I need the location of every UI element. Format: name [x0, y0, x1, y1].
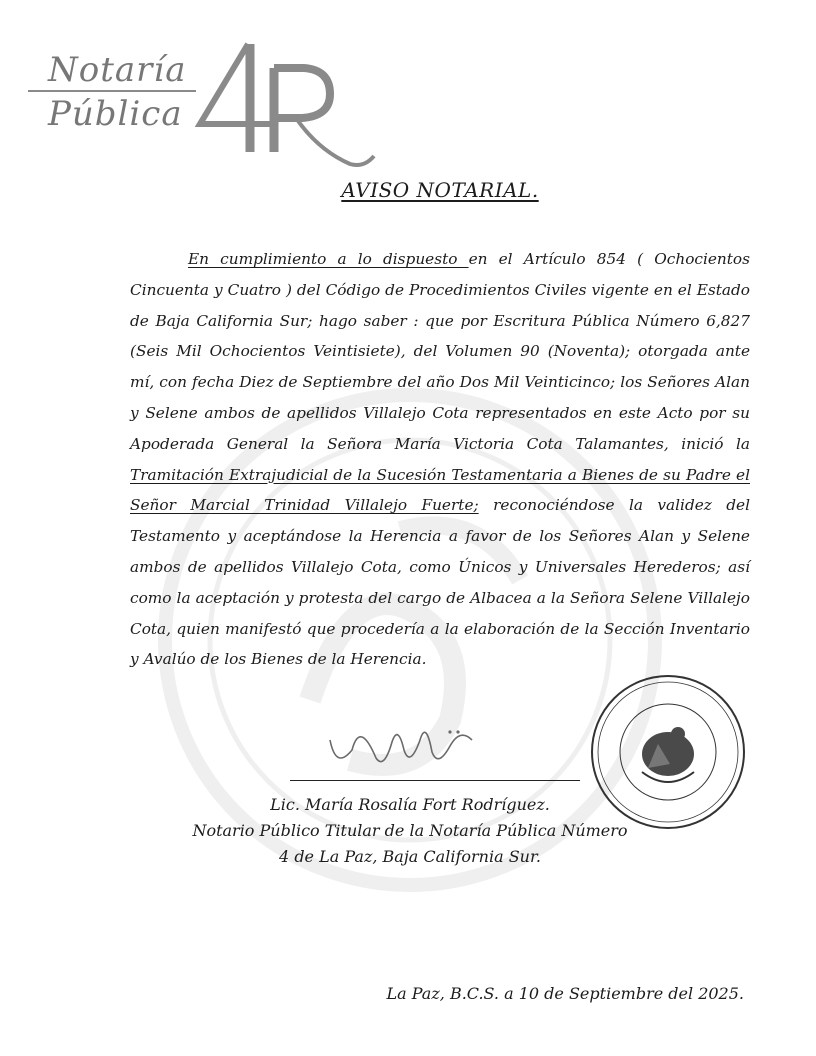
body-text-main: en el Artículo 854 ( Ochocientos Cincuenta y Cuatro ) del Código de Procedimientos Civiles vigente en el Estado de Baja California Sur; hago saber : que por Escritura Pública Número 6,827 (Seis Mil Ochocientos Veintisiete), del Volumen 90 (Noventa); otorgada ante mí, con fecha Diez de Septiembre del año Dos Mil Veinticinco; los Señores Alan y Selene ambos de apellidos Villalejo Cota representados en este Acto por su Apoderada General la Señora María Victoria Cota Talamantes, inició la — [130, 250, 750, 453]
signatory-role-line2: 4 de La Paz, Baja California Sur. — [279, 847, 541, 866]
handwritten-signature — [300, 680, 500, 780]
logo-rule — [28, 90, 196, 92]
logo-monogram-4r — [178, 40, 378, 170]
signature-line — [290, 780, 580, 781]
document-title: AVISO NOTARIAL. — [341, 178, 539, 202]
logo-word-publica: Pública — [48, 94, 183, 134]
body-lead-underlined: En cumplimiento a lo dispuesto — [188, 250, 469, 268]
signatory-role-line1: Notario Público Titular de la Notaría Pública Número — [192, 821, 628, 840]
body-matter-underlined: Tramitación Extrajudicial de la Sucesión Testamentaria a Bienes de su Padre el Señor Marcial Trinidad Villalejo Fuerte; — [130, 465, 750, 515]
notice-body — [130, 244, 750, 675]
notary-seal — [588, 672, 748, 832]
notary-logo — [28, 40, 368, 170]
eagle-emblem-icon — [642, 727, 694, 782]
logo-word-notaria: Notaría — [48, 50, 187, 90]
footer-date: La Paz, B.C.S. a 10 de Septiembre del 2025. — [386, 984, 744, 1003]
body-text-end: reconociéndose la validez del Testamento y aceptándose la Herencia a favor de los Señores Alan y Selene ambos de apellidos Villalejo Cota, como Únicos y Universales Herederos; así como la aceptación y protesta del cargo de Albacea a la Señora Selene Villalejo Cota, quien manifestó que procedería a la elaboración de la Sección Inventario y Avalúo de los Bienes de la Herencia. — [130, 496, 750, 669]
signatory-name: Lic. María Rosalía Fort Rodríguez. — [270, 795, 550, 814]
